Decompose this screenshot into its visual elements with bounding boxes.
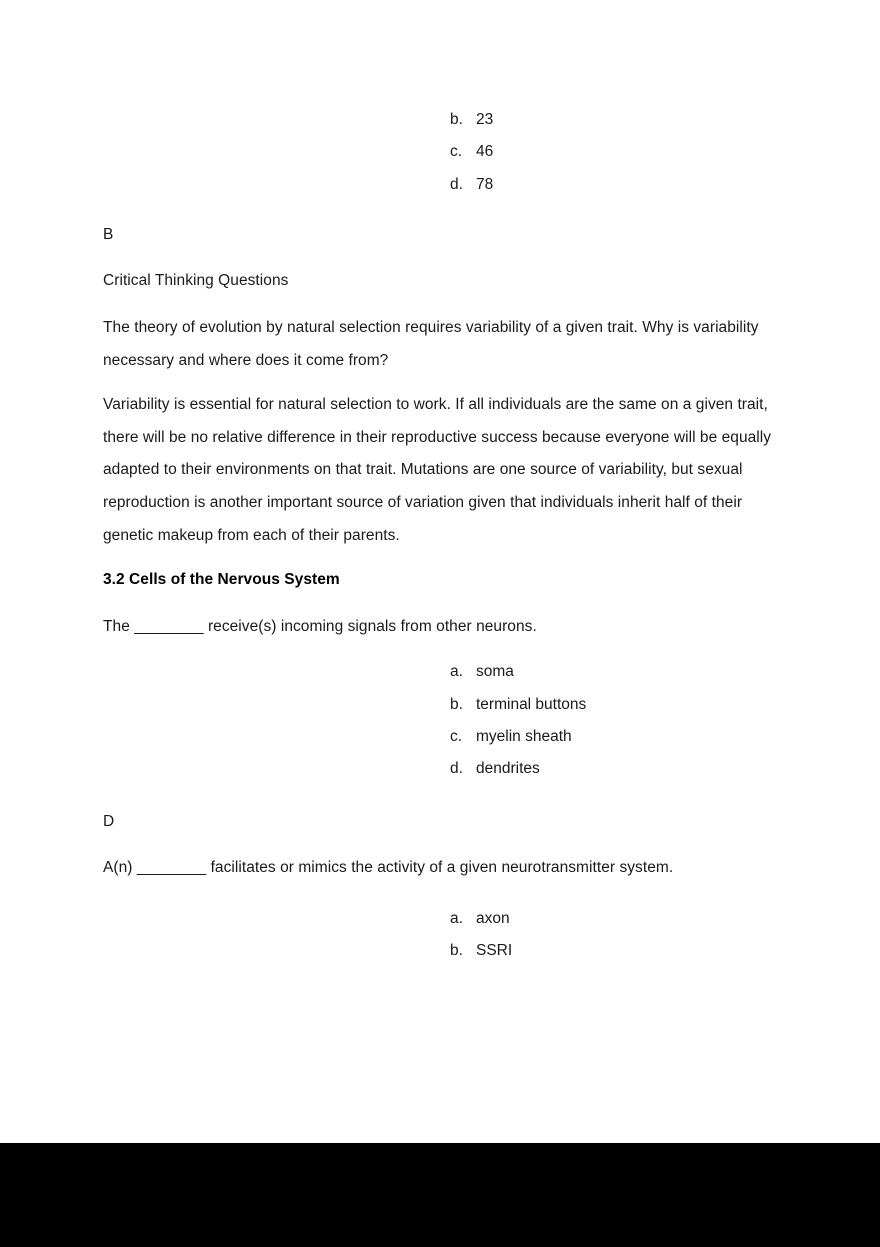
spacer-before-q2-options [103,643,775,656]
spacer-after-ct-heading [103,298,775,312]
question-3-blank: ________ [136,859,207,877]
list-item[interactable] [103,721,775,753]
option-marker: b. [450,111,463,128]
list-item[interactable] [103,753,775,785]
spacer-after-ct-question [103,377,775,389]
spacer-before-q3-options [103,885,775,903]
spacer-after-section-heading [103,597,775,611]
list-item[interactable] [103,935,775,967]
option-text: SSRI [476,942,513,960]
option-text: 46 [476,143,494,161]
question-3-suffix: facilitates or mimics the activity of a given neurotransmitter system. [206,859,674,877]
list-item[interactable] [103,104,775,136]
critical-thinking-answer: Variability is essential for natural selection to work. If all individuals are the same on a given trait, there will be no relative difference in their reproductive success because everyone will be equally adapted to their environments on that trait. Mutations are one source of variability, but sexual reproduction is another important source of variation given that individuals inherit half of their genetic makeup from each of their parents. [103,396,772,544]
critical-thinking-question: The theory of evolution by natural selection requires variability of a given trait. Why is variability necessary and where does it come from? [103,319,759,369]
page-footer-bar [0,1143,880,1247]
spacer-after-top-options [103,201,775,219]
option-marker: c. [450,728,463,746]
question-2-options-list [103,656,775,785]
section-heading-3-2: 3.2 Cells of the Nervous System [103,571,340,589]
question-3-text [103,852,775,885]
question-2-prefix: The [103,617,135,635]
document-content [103,0,775,967]
option-text: 78 [476,175,494,193]
option-text: dendrites [476,760,540,778]
spacer-before-question-3 [103,838,775,852]
option-marker: d. [450,175,463,193]
question-2-text [103,611,775,644]
option-marker: c. [450,143,463,161]
option-marker: d. [450,760,463,778]
option-text: myelin sheath [476,728,572,746]
list-item[interactable] [103,136,775,168]
list-item[interactable] [103,656,775,688]
question-3-prefix: A(n) [103,859,137,877]
spacer-before-section [103,552,775,564]
option-text: axon [476,909,510,927]
question-3-options-list [103,903,775,968]
question-2-blank: ________ [134,617,204,635]
option-marker: b. [450,695,463,713]
answer-key-1: B [103,225,114,243]
spacer-before-answer-2 [103,786,775,806]
critical-thinking-heading: Critical Thinking Questions [103,272,289,290]
top-options-list [103,104,775,201]
option-text: terminal buttons [476,695,587,713]
question-2-suffix: receive(s) incoming signals from other neurons. [203,617,537,635]
list-item[interactable] [103,169,775,201]
option-text: 23 [476,111,494,128]
top-spacer [103,0,775,104]
option-marker: a. [450,663,463,681]
list-item[interactable] [103,903,775,935]
option-text: soma [476,663,514,681]
option-marker: b. [450,942,463,960]
option-marker: a. [450,909,463,927]
list-item[interactable] [103,689,775,721]
spacer-after-answer-1 [103,251,775,265]
answer-key-2: D [103,812,115,830]
